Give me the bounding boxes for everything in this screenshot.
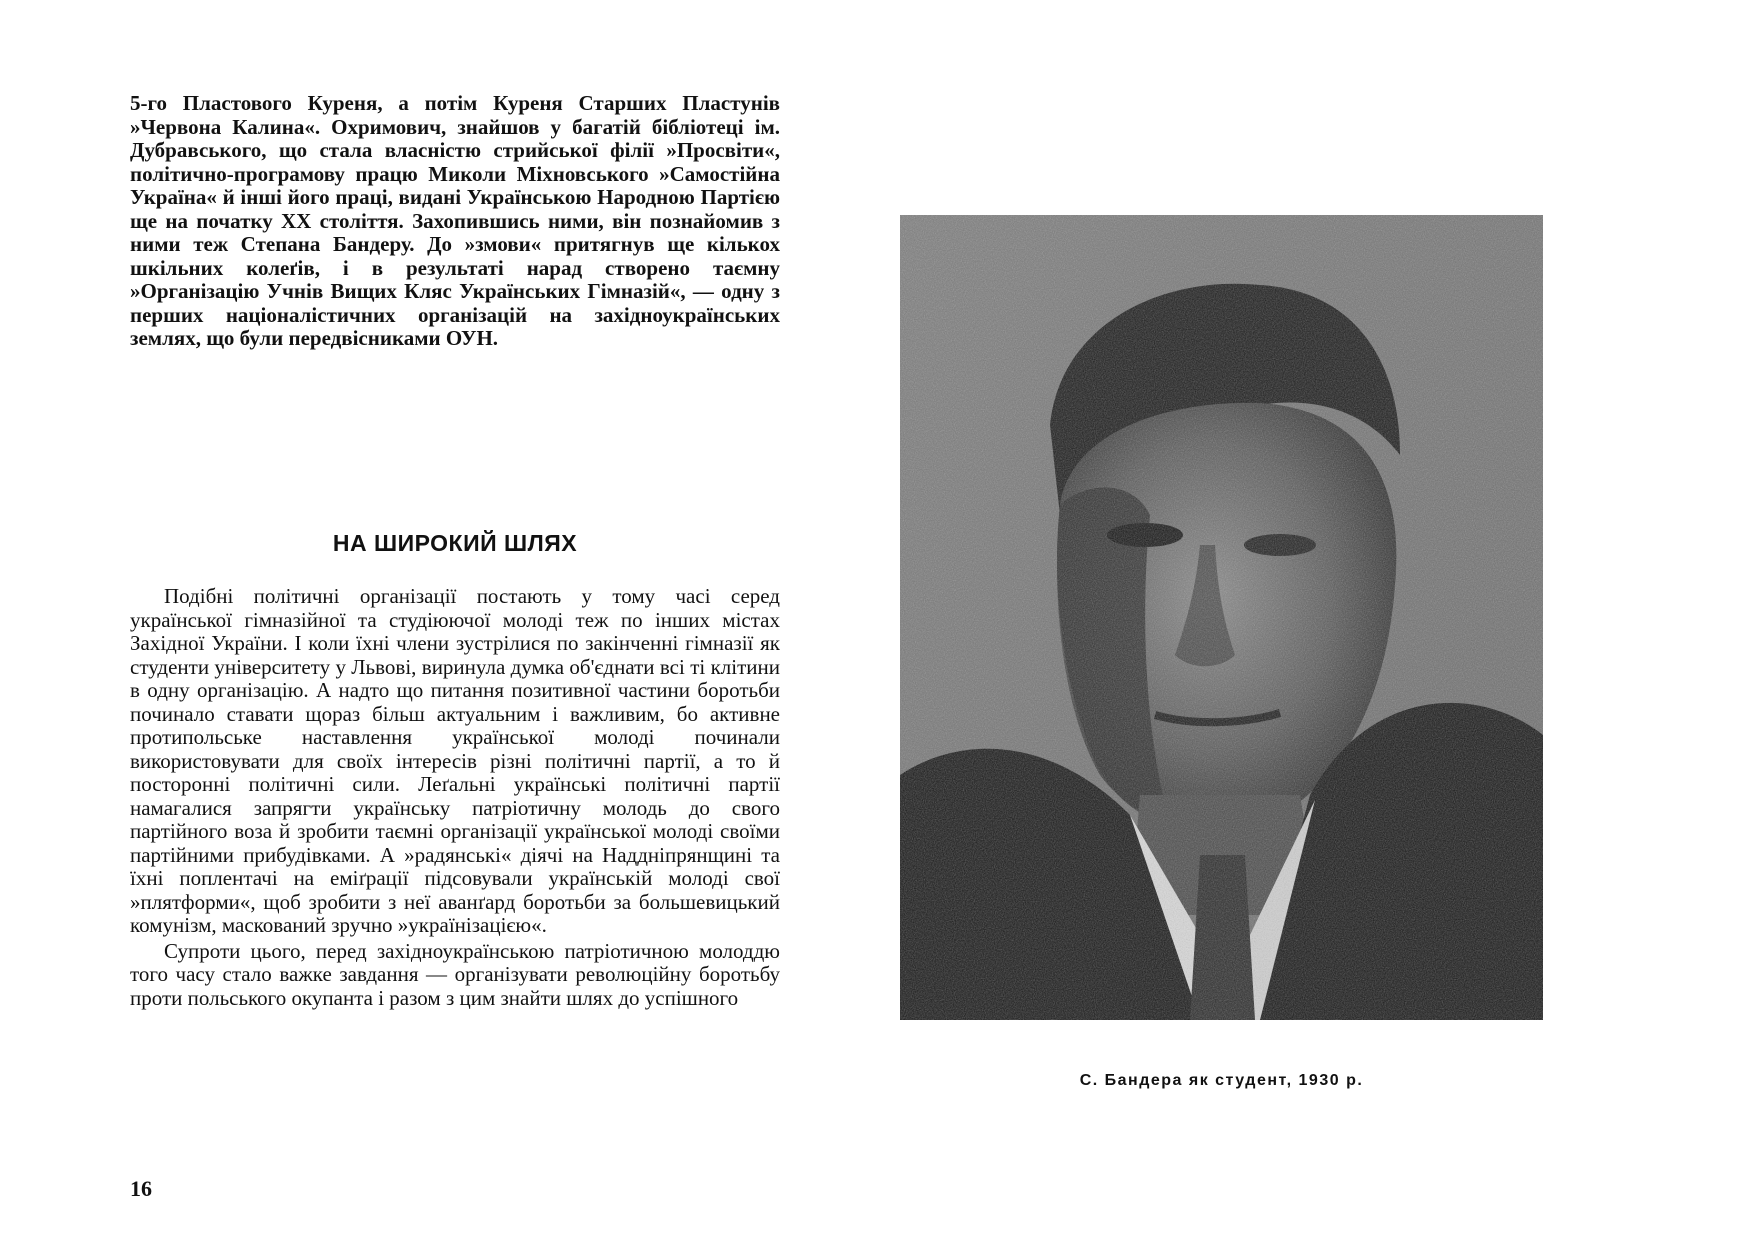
section-body xyxy=(130,585,780,1010)
portrait-image xyxy=(900,215,1543,1020)
body-paragraph-2: Супроти цього, перед західноукраїнською патріотичною молоддю того часу стало важке завдання — організувати революційну боротьбу проти польського окупанта і разом з цим знайти шлях до успішного xyxy=(130,938,780,1010)
body-paragraph-1: Подібні політичні організації постають у тому часі серед української гімназійної та студіюючої молоді теж по інших містах Західної України. І коли їхні члени зустрілися по закінченні гімназії як студенти університету у Львові, виринула думка об'єднати всі ті клітини в одну організацію. А надто що питання позитивної частини боротьби починало ставати щораз більш актуальним і важливим, бо активне протипольське наставлення української молоді починали використовувати для своїх інтересів різні політичні партії, а то й посторонні політичні сили. Леґальні українські політичні партії намагалися запрягти українську патріотичну молодь до свого партійного воза й зробити таємні організації української молоді своїми партійними прибудівками. А »радянські« діячі на Наддніпрянщині та їхні поплентачі на еміґрації підсовували українській молоді свої »плятформи«, щоб зробити з неї аванґард боротьби за большевицький комунізм, маскований зручно »українізацією«. xyxy=(130,584,780,937)
left-page xyxy=(130,91,780,1010)
photo-caption: С. Бандера як студент, 1930 р. xyxy=(1079,1072,1364,1089)
section-heading: НА ШИРОКИЙ ШЛЯХ xyxy=(332,530,578,556)
portrait-photo xyxy=(900,215,1543,1020)
page-number: 16 xyxy=(130,1176,152,1201)
intro-paragraph: 5-го Пластового Куреня, а потім Куреня Старших Пластунів »Червона Калина«. Охримович, знайшов у багатій бібліотеці ім. Дубравського, що стала власністю стрийської філії »Просвіти«, політично-програмову працю Миколи Міхновського »Самостійна Україна« й інші його праці, видані Українською Народною Партією ще на початку XX століття. Захопившись ними, він познайомив з ними теж Степана Бандеру. До »змови« притягнув ще кількох шкільних колеґів, і в результаті нарад створено таємну »Організацію Учнів Вищих Кляс Українських Гімназій«, — одну з перших націоналістичних організацій на західноукраїнських землях, що були передвісниками ОУН. xyxy=(130,91,780,350)
